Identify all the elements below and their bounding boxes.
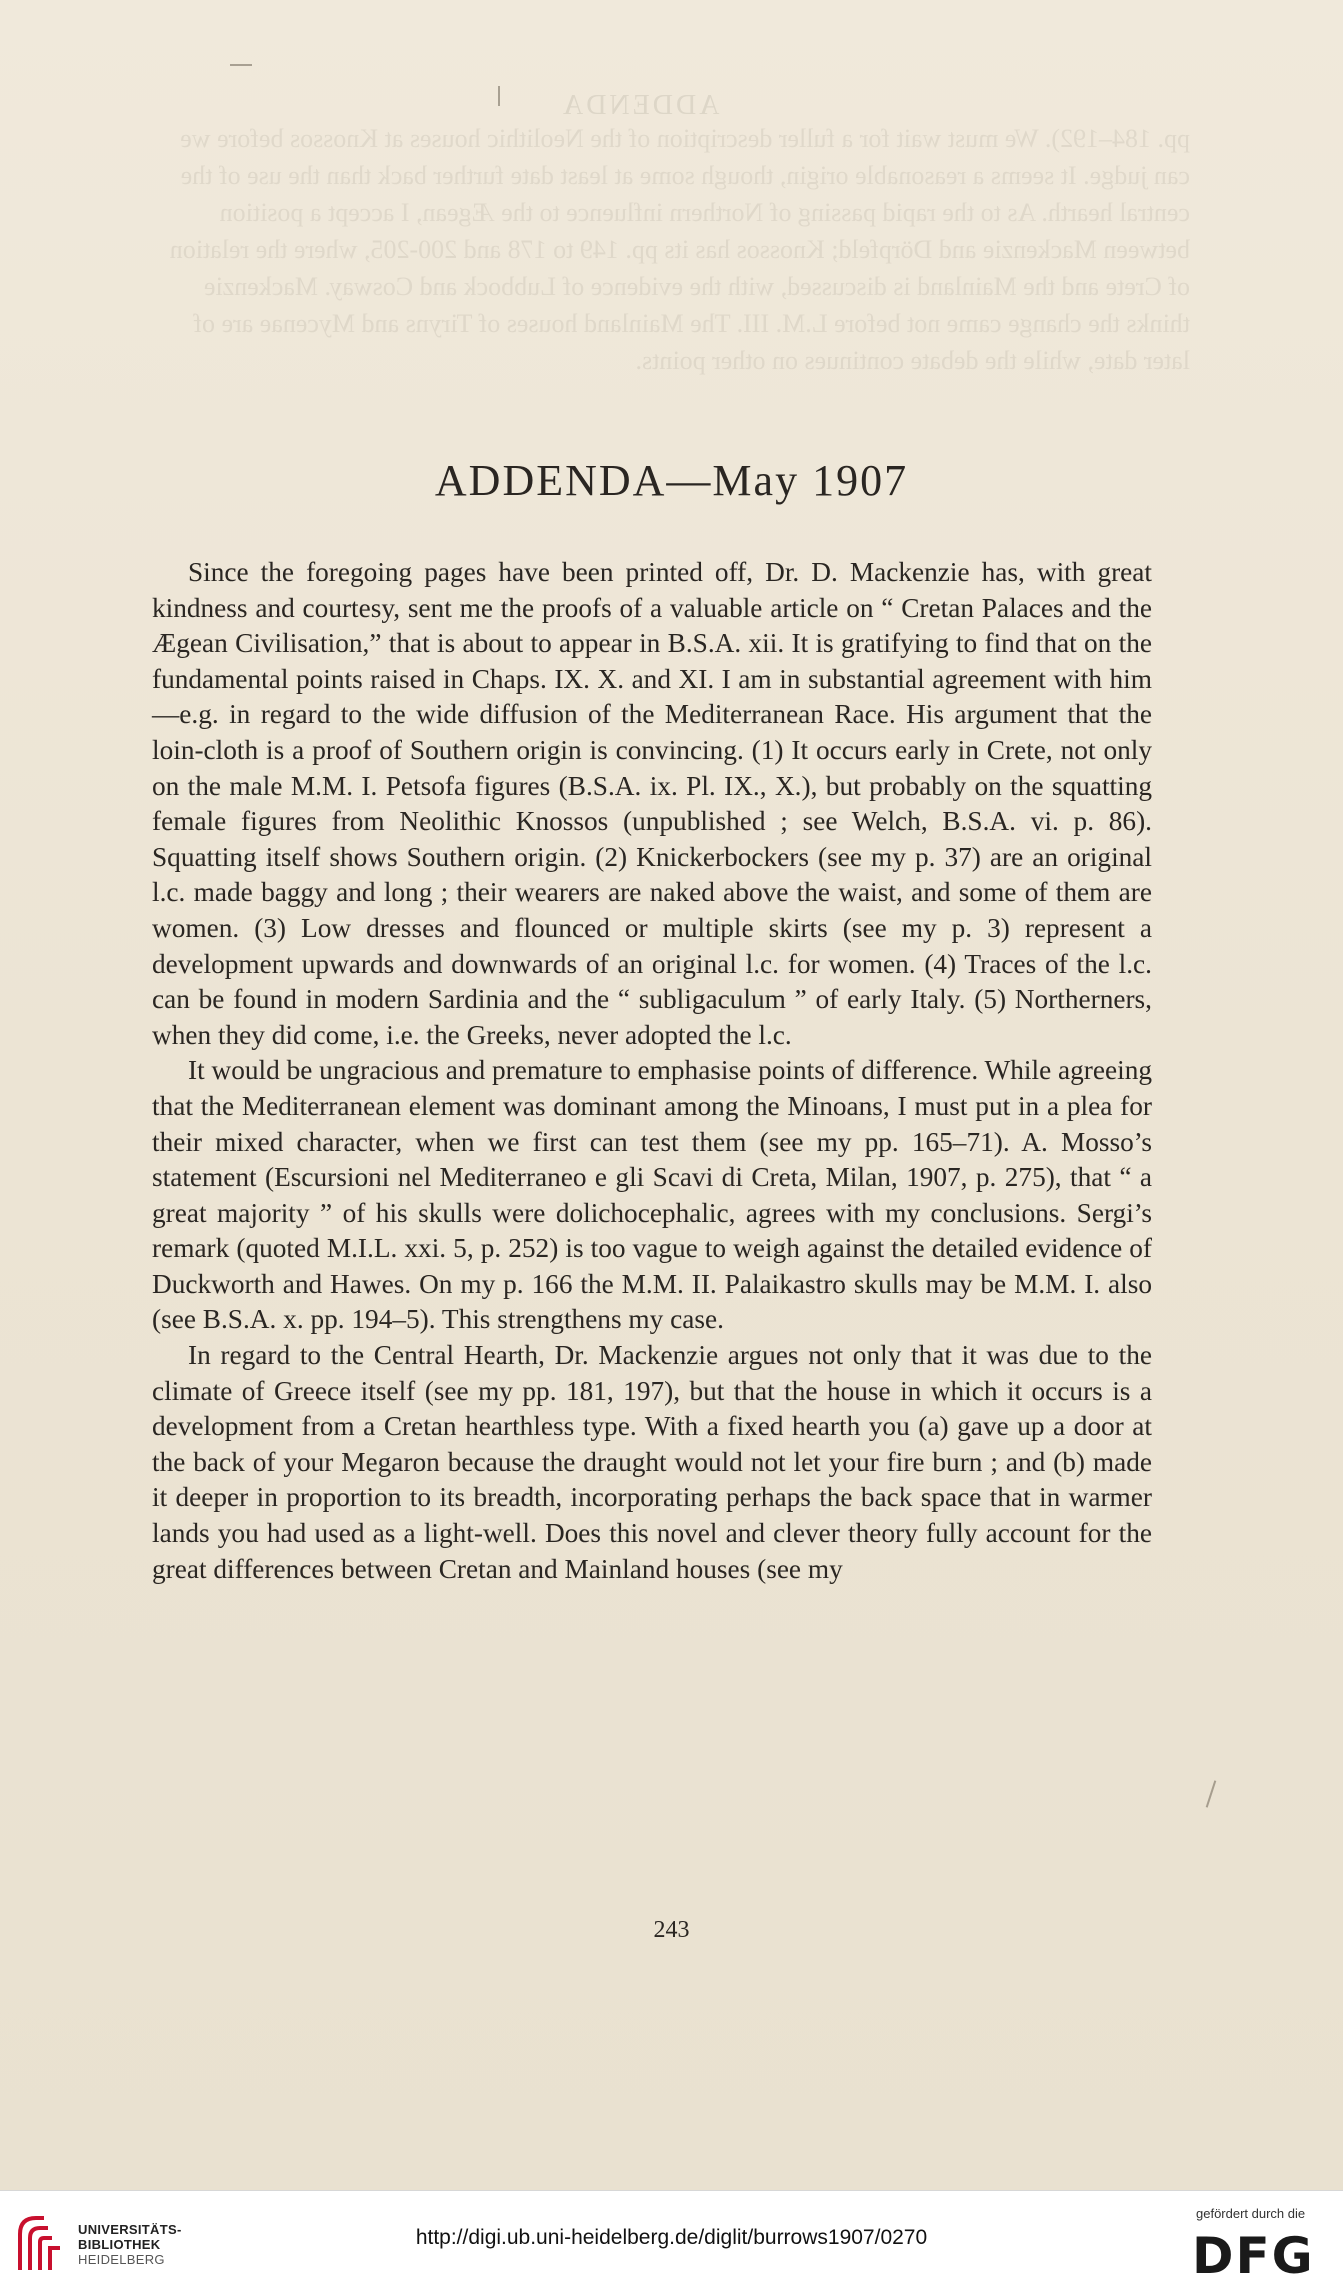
paragraph-3: In regard to the Central Hearth, Dr. Mackenzie argues not only that it was due to the climate of Greece itself (see my pp. 181, 197), but that the house in which it occurs is a development from a Cretan hearthless type. With a fixed hearth you (a) gave up a door at the back of your Megaron because the draught would not let your fire burn ; and (b) made it deeper in proportion to its breadth, incorporating perhaps the back space that in warmer lands you had used as a light-well. Does this novel and clever theory fully account for the great differences between Cretan and Mainland houses (see my <box>152 1340 1152 1584</box>
dfg-logo[interactable]: DFG <box>1192 2227 1315 2285</box>
library-line: UNIVERSITÄTS- <box>78 2222 182 2237</box>
page-number: 243 <box>653 1917 690 1943</box>
paragraph-1: Since the foregoing pages have been printed off, Dr. D. Mackenzie has, with great kindness and courtesy, sent me the proofs of a valuable article on “ Cretan Palaces and the Ægean Civilisation,” that is about to appear in B.S.A. xii. It is gratifying to find that on the fundamental points raised in Chaps. IX. X. and XI. I am in substantial agreement with him—e.g. in regard to the wide diffusion of the Mediterranean Race. His argument that the loin-cloth is a proof of Southern origin is convincing. (1) It occurs early in Crete, not only on the male M.M. I. Petsofa figures (B.S.A. ix. Pl. IX., X.), but probably on the squatting female figures from Neolithic Knossos (unpublished ; see Welch, B.S.A. vi. p. 86). Squatting itself shows Southern origin. (2) Knickerbockers (see my p. 37) are an original l.c. made baggy and long ; their wearers are naked above the waist, and some of them are women. (3) Low dresses and flounced or multiple skirts (see my p. 3) represent a development upwards and downwards of an original l.c. for women. (4) Traces of the l.c. can be found in modern Sardinia and the “ subligaculum ” of early Italy. (5) Northerners, when they did come, i.e. the Greeks, never adopted the l.c. <box>152 557 1152 1050</box>
library-line: HEIDELBERG <box>78 2252 165 2267</box>
body-text <box>152 555 1152 1587</box>
paragraph-2: It would be ungracious and premature to emphasise points of difference. While agreeing that the Mediterranean element was dominant among the Minoans, I must put in a plea for their mixed character, when we first can test them (see my pp. 165–71). A. Mosso’s statement (Escursioni nel Mediterraneo e gli Scavi di Creta, Milan, 1907, p. 275), that “ a great majority ” of his skulls were dolichocephalic, agrees with my conclusions. Sergi’s remark (quoted M.I.L. xxi. 5, p. 252) is too vague to weigh against the detailed evidence of Duckworth and Hawes. On my p. 166 the M.M. II. Palaikastro skulls may be M.M. I. also (see B.S.A. x. pp. 194–5). This strengthens my case. <box>152 1055 1152 1335</box>
page-title: ADDENDA—May 1907 <box>434 456 909 505</box>
library-line: BIBLIOTHEK <box>78 2237 161 2252</box>
funder-label: gefördert durch die <box>1196 2206 1306 2221</box>
bleed-through-heading: ADDENDA <box>560 90 720 121</box>
permalink-url[interactable]: http://digi.ub.uni-heidelberg.de/diglit/burrows1907/0270 <box>415 2226 928 2249</box>
